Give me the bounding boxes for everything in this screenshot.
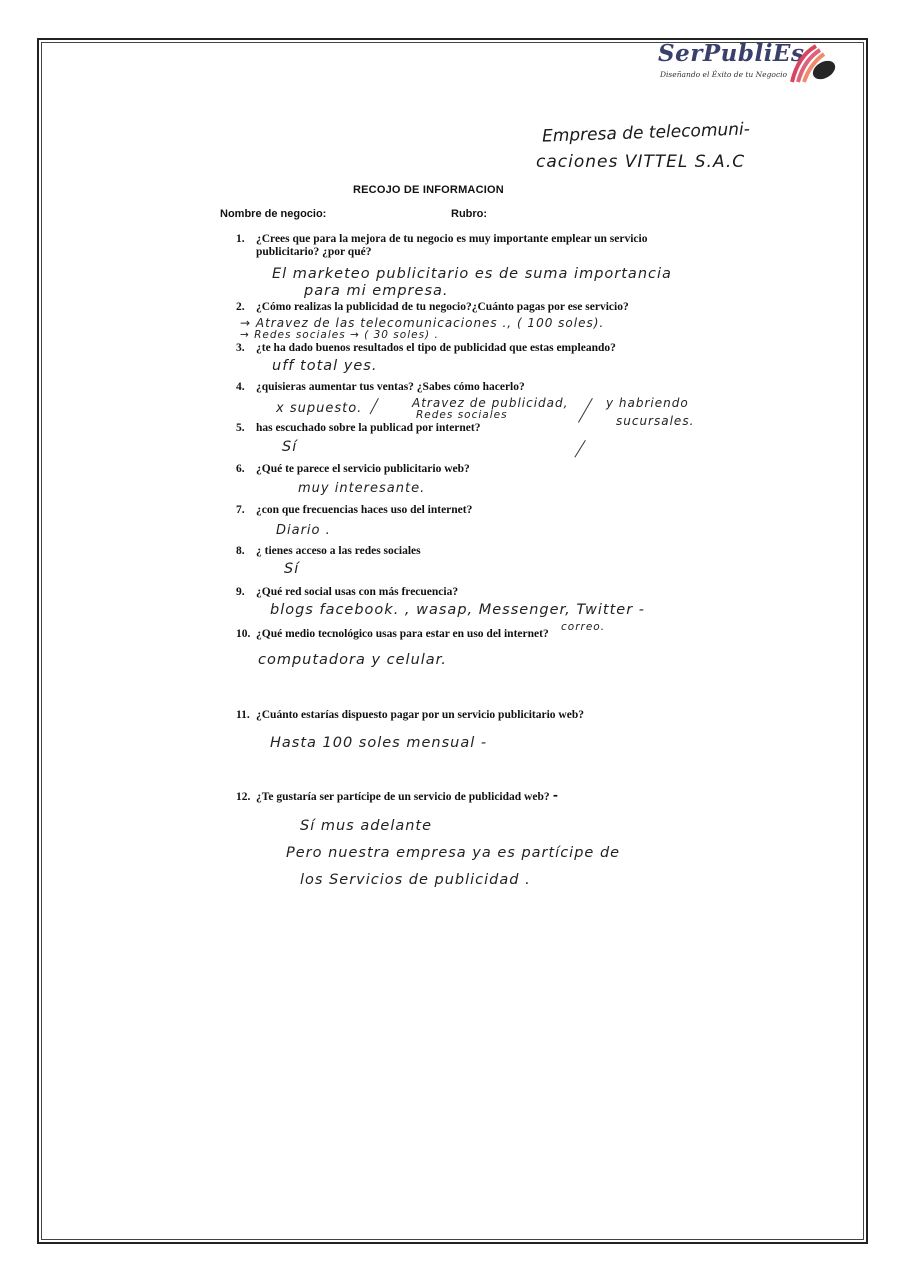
answer-5: Sí [282, 439, 298, 455]
question-6 [236, 463, 470, 476]
answer-9-line1: blogs facebook. , wasap, Messenger, Twitter - [270, 602, 646, 618]
question-text: ¿Cuánto estarías dispuesto pagar por un servicio publicitario web? [256, 709, 584, 721]
page-border-inner [41, 42, 864, 1240]
answer-2-line1: → Atravez de las telecomunicaciones ., ( 100 soles). [240, 316, 605, 330]
answer-2-line2: → Redes sociales → ( 30 soles) . [240, 329, 439, 341]
question-5 [236, 422, 481, 435]
question-text: ¿te ha dado buenos resultados el tipo de publicidad que estas empleando? [256, 342, 616, 354]
question-number: 12. [236, 791, 251, 803]
logo-name: SerPubliEs [658, 40, 805, 67]
question-3 [236, 342, 616, 355]
question-number: 4. [236, 381, 245, 393]
question-text: ¿Crees que para la mejora de tu negocio es muy importante emplear un servicio [256, 233, 648, 245]
question-number: 1. [236, 233, 245, 245]
question-12 [236, 791, 558, 804]
question-text: ¿Cómo realizas la publicidad de tu negocio?¿Cuánto pagas por ese servicio? [256, 301, 629, 313]
question-text-cont: publicitario? ¿por qué? [256, 246, 372, 258]
answer-12-line2: Pero nuestra empresa ya es partícipe de [286, 845, 621, 861]
answer-11: Hasta 100 soles mensual - [270, 735, 488, 751]
question-number: 6. [236, 463, 245, 475]
question-text: ¿con que frecuencias haces uso del internet? [256, 504, 473, 516]
question-text: ¿Qué te parece el servicio publicitario web? [256, 463, 470, 475]
question-7 [236, 504, 472, 517]
question-9 [236, 586, 458, 599]
logo-tagline: Diseñando el Éxito de tu Negocio [660, 70, 788, 79]
answer-1-line2: para mi empresa. [304, 283, 449, 299]
form-title: RECOJO DE INFORMACION [353, 184, 504, 196]
rubro-label: Rubro: [451, 208, 488, 220]
question-number: 7. [236, 504, 245, 516]
answer-12-line3: los Servicios de publicidad . [300, 872, 531, 888]
logo-swoosh-icon [788, 42, 838, 84]
question-2 [236, 301, 629, 314]
company-logo [650, 40, 840, 90]
answer-4-part3: Redes sociales [416, 409, 508, 421]
question-number: 5. [236, 422, 245, 434]
company-note-line1: Empresa de telecomuni- [541, 119, 751, 147]
answer-4-part2: Atravez de publicidad, [412, 396, 569, 410]
answer-8: Sí [284, 561, 300, 577]
question-number: 2. [236, 301, 245, 313]
answer-6: muy interesante. [298, 481, 426, 496]
question-11 [236, 709, 584, 722]
question-number: 11. [236, 709, 250, 721]
answer-9-line2: correo. [561, 621, 606, 633]
answer-7: Diario . [276, 523, 331, 538]
answer-10: computadora y celular. [258, 652, 447, 668]
answer-4-part5: sucursales. [616, 414, 695, 428]
question-text: has escuchado sobre la publicad por internet? [256, 422, 481, 434]
answer-4-part1: x supuesto. [276, 401, 363, 416]
question-4 [236, 381, 525, 394]
question-1 [236, 233, 647, 259]
company-note-line2: caciones VITTEL S.A.C [536, 152, 746, 172]
answer-3: uff total yes. [272, 358, 378, 374]
question-text: ¿Qué red social usas con más frecuencia? [256, 586, 459, 598]
question-text: ¿Te gustaría ser partícipe de un servicio de publicidad web? ⁃ [256, 791, 559, 803]
question-10 [236, 628, 549, 641]
question-number: 10. [236, 628, 251, 640]
question-number: 3. [236, 342, 245, 354]
question-number: 9. [236, 586, 245, 598]
question-number: 8. [236, 545, 245, 557]
business-name-label: Nombre de negocio: [220, 208, 327, 220]
question-text: ¿Qué medio tecnológico usas para estar en uso del internet? [256, 628, 549, 640]
question-8 [236, 545, 421, 558]
answer-1-line1: El marketeo publicitario es de suma importancia [272, 266, 672, 282]
question-text: ¿ tienes acceso a las redes sociales [256, 545, 421, 557]
question-text: ¿quisieras aumentar tus ventas? ¿Sabes cómo hacerlo? [256, 381, 525, 393]
answer-4-part4: y habriendo [606, 396, 689, 410]
answer-12-line1: Sí mus adelante [300, 818, 433, 834]
